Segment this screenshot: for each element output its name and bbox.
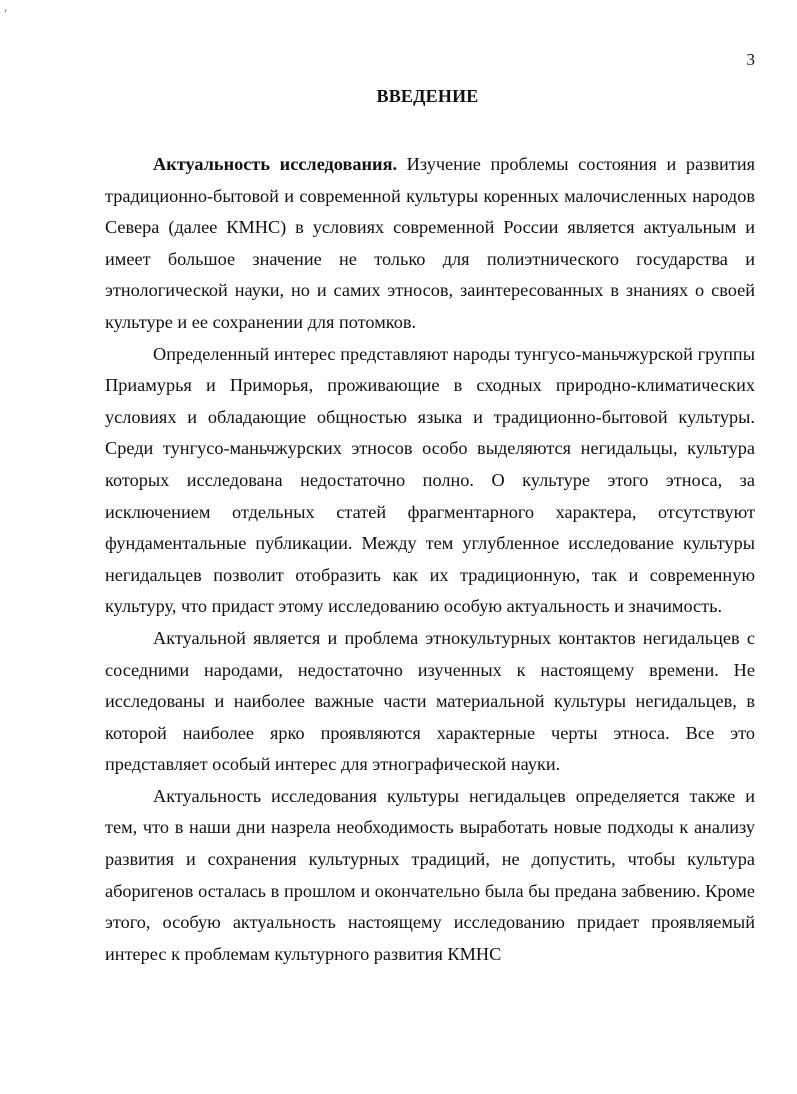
section-heading: ВВЕДЕНИЕ [376,86,479,106]
body-text [105,149,755,970]
paragraph-text: Актуальность исследования культуры негидальцев определяется также и тем, что в наши дни назрела необходимость выработать новые подходы к анализу развития и сохранения культурных традиций, не допустить, чтобы культура аборигенов осталась в прошлом и окончательно была бы предана забвению. Кроме этого, особую актуальность настоящему исследованию придает проявляемый интерес к проблемам культурного развития КМНС [105,785,755,964]
scan-artifact-mark: ՛ [3,7,11,23]
paragraph-lead: Актуальность исследования. [153,154,398,174]
paragraph-text: Определенный интерес представляют народы тунгусо-маньчжурской группы Приамурья и Приморья, проживающие в сходных природно-климатических условиях и обладающие общностью языка и традиционно-бытовой культуры. Среди тунгусо-маньчжурских этносов особо выделяются негидальцы, культура которых исследована недостаточно полно. О культуре этого этноса, за исключением отдельных статей фрагментарного характера, отсутствуют фундаментальные публикации. Между тем углубленное исследование культуры негидальцев позволит отобразить как их традиционную, так и современную культуру, что придаст этому исследованию особую актуальность и значимость. [105,343,755,617]
page-number: 3 [746,50,755,69]
paragraph-new-approaches [105,781,755,971]
paragraph-relevance [105,149,755,339]
paragraph-ethnocultural-contacts [105,623,755,781]
paragraph-text: Актуальной является и проблема этнокультурных контактов негидальцев с соседними народами, недостаточно изученных к настоящему времени. Не исследованы и наиболее важные части материальной культуры негидальцев, в которой наиболее ярко проявляются характерные черты этноса. Все это представляет особый интерес для этнографической науки. [105,627,755,775]
paragraph-tungus-peoples [105,339,755,623]
paragraph-text: Изучение проблемы состояния и развития традиционно-бытовой и современной культуры коренных малочисленных народов Севера (далее КМНС) в условиях современной России является актуальным и имеет большое значение не только для полиэтнического государства и этнологической науки, но и самих этносов, заинтересованных в знаниях о своей культуре и ее сохранении для потомков. [105,154,756,332]
